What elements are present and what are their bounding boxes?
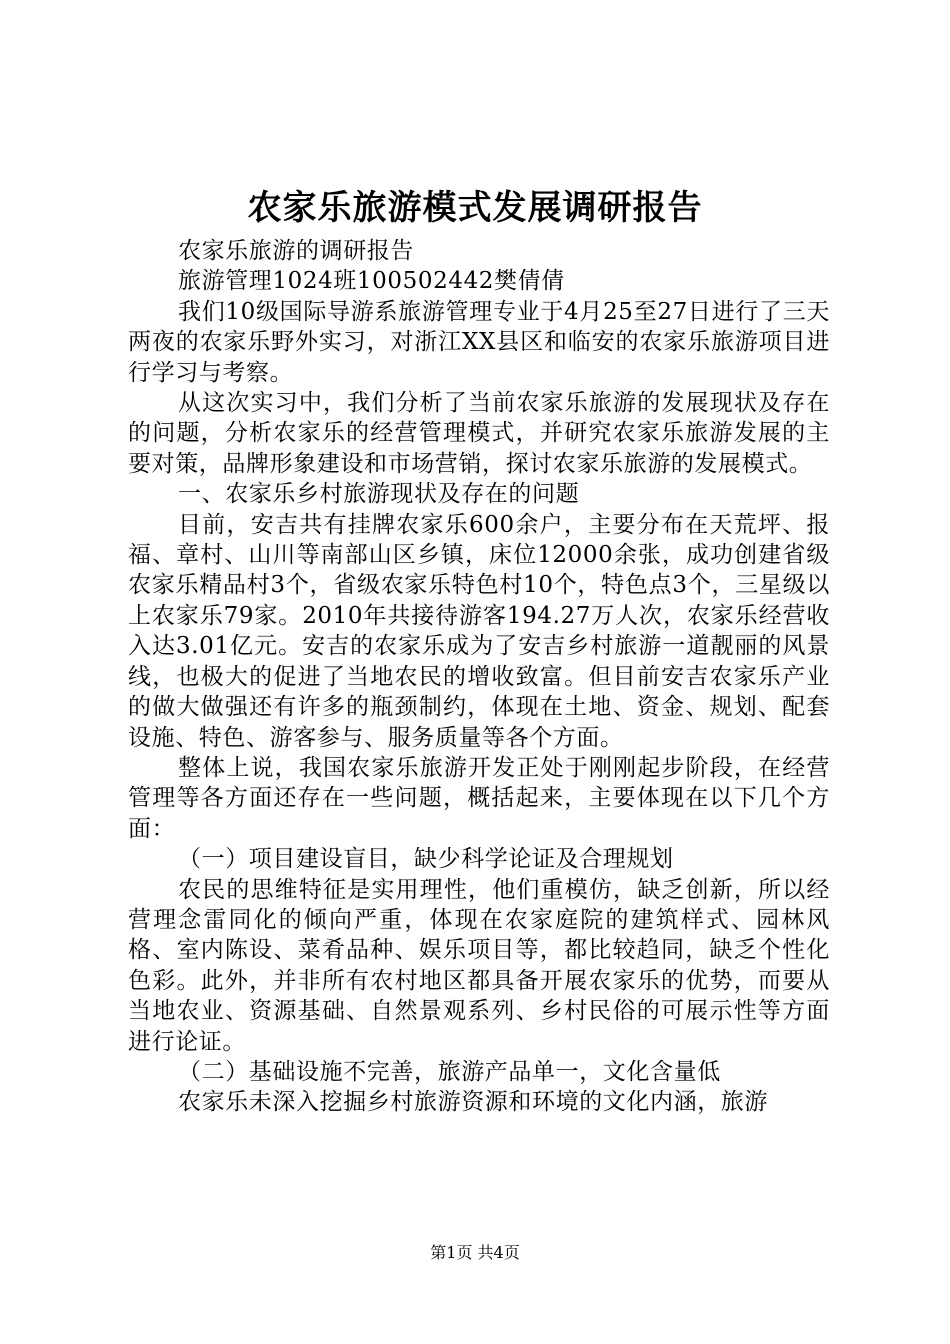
paragraph-overall: 整体上说，我国农家乐旅游开发正处于刚刚起步阶段，在经营管理等各方面还存在一些问题，概括起来，主要体现在以下几个方面：: [128, 754, 830, 842]
subtitle-line: 农家乐旅游的调研报告: [178, 238, 414, 264]
paragraph-status: 目前，安吉共有挂牌农家乐600余户，主要分布在天荒坪、报福、章村、山川等南部山区乡镇，床位12000余张，成功创建省级农家乐精品村3个，省级农家乐特色村10个，特色点3个，三星级以上农家乐79家。2010年共接待游客194.27万人次，农家乐经营收入达3.01亿元。安吉的农家乐成为了安吉乡村旅游一道靓丽的风景线，也极大的促进了当地农民的增收致富。但目前安吉农家乐产业的做大做强还有许多的瓶颈制约，体现在土地、资金、规划、配套设施、特色、游客参与、服务质量等各个方面。: [128, 511, 830, 751]
subsection-heading-1: （一）项目建设盲目，缺少科学论证及合理规划: [178, 846, 674, 873]
author-line: 旅游管理1024班100502442樊倩倩: [178, 268, 565, 295]
page-footer: 第1页 共4页: [430, 1243, 520, 1262]
paragraph-purpose: 从这次实习中，我们分析了当前农家乐旅游的发展现状及存在的问题，分析农家乐的经营管理模式，并研究农家乐旅游发展的主要对策，品牌形象建设和市场营销，探讨农家乐旅游的发展模式。: [128, 390, 830, 477]
paragraph-culture: 农家乐未深入挖掘乡村旅游资源和环境的文化内涵，旅游: [178, 1089, 768, 1116]
subsection-heading-2: （二）基础设施不完善，旅游产品单一，文化含量低: [178, 1058, 721, 1085]
paragraph-planning: 农民的思维特征是实用理性，他们重模仿，缺乏创新，所以经营理念雷同化的倾向严重，体现在农家庭院的建筑样式、园林风格、室内陈设、菜肴品种、娱乐项目等，都比较趋同，缺乏个性化色彩。此外，并非所有农村地区都具备开展农家乐的优势，而要从当地农业、资源基础、自然景观系列、乡村民俗的可展示性等方面进行论证。: [128, 876, 830, 1055]
document-title: 农家乐旅游模式发展调研报告: [247, 188, 703, 228]
section-heading-1: 一、农家乐乡村旅游现状及存在的问题: [178, 481, 580, 508]
paragraph-intro: 我们10级国际导游系旅游管理专业于4月25至27日进行了三天两夜的农家乐野外实习，对浙江XX县区和临安的农家乐旅游项目进行学习与考察。: [128, 298, 830, 386]
document-body: [128, 236, 830, 1118]
